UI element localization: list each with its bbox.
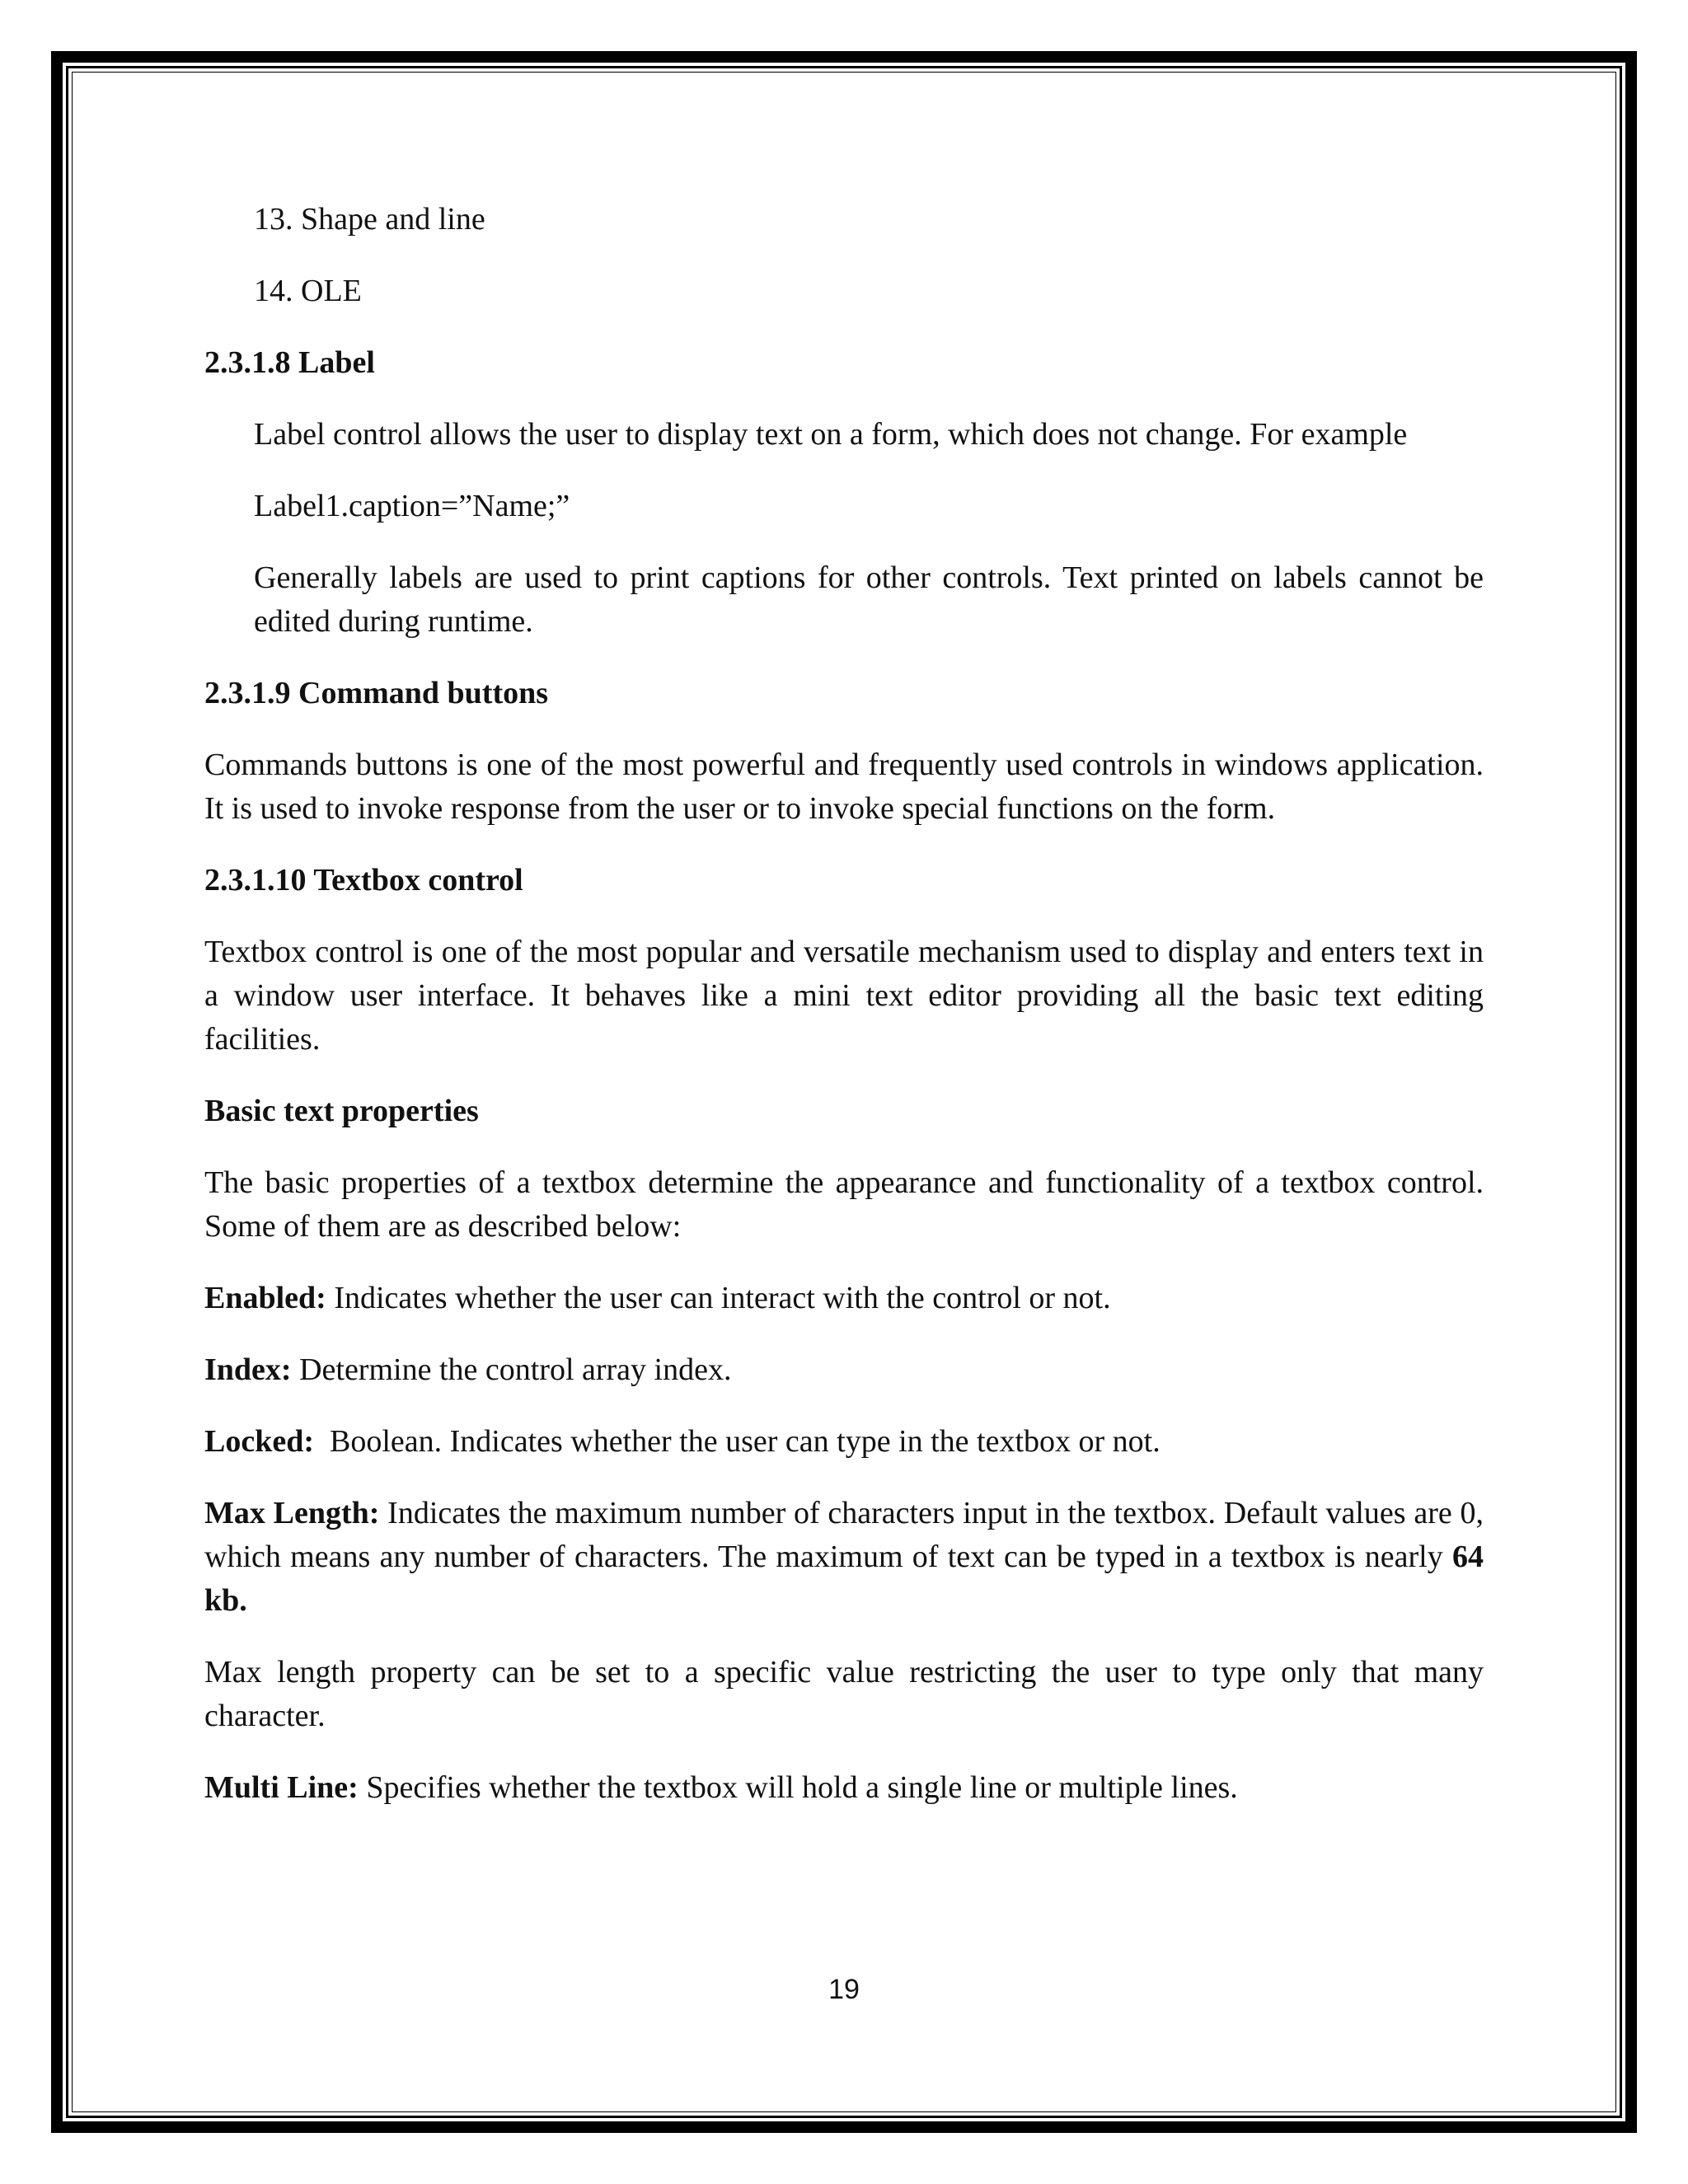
heading-basic-text-properties: Basic text properties xyxy=(204,1094,479,1128)
label-paragraph-2: Generally labels are used to print captions for other controls. Text printed on labels cannot be edited during runtime. xyxy=(254,560,1484,639)
property-term: Multi Line: xyxy=(204,1770,359,1805)
heading-textbox-control: 2.3.1.10 Textbox control xyxy=(204,863,523,898)
property-description: Determine the control array index. xyxy=(291,1352,732,1387)
heading-command-buttons: 2.3.1.9 Command buttons xyxy=(204,676,549,710)
property-term: Enabled: xyxy=(204,1281,326,1315)
property-index xyxy=(204,1348,1484,1392)
property-description: Indicates whether the user can interact with the control or not. xyxy=(326,1281,1111,1315)
property-term: Max Length: xyxy=(204,1496,380,1530)
page-content xyxy=(204,198,1484,1838)
basic-properties-paragraph: The basic properties of a textbox determine the appearance and functionality of a textbox control. Some of them are as described below: xyxy=(204,1165,1484,1244)
label-paragraph-1: Label control allows the user to display text on a form, which does not change. For example xyxy=(254,417,1408,452)
heading-label: 2.3.1.8 Label xyxy=(204,345,375,380)
label-code-example: Label1.caption=”Name;” xyxy=(254,489,570,523)
property-enabled xyxy=(204,1277,1484,1320)
property-description: Boolean. Indicates whether the user can type in the textbox or not. xyxy=(314,1424,1160,1459)
list-item-14: 14. OLE xyxy=(254,274,362,308)
property-multi-line xyxy=(204,1766,1484,1810)
property-description: Specifies whether the textbox will hold a single line or multiple lines. xyxy=(358,1770,1238,1805)
list-item-13: 13. Shape and line xyxy=(254,202,485,237)
page-number: 19 xyxy=(828,1974,860,2005)
property-description: Indicates the maximum number of characters input in the textbox. Default values are 0, which means any number of characters. The maximum of text can be typed in a textbox is nearly xyxy=(204,1496,1484,1574)
max-length-note: Max length property can be set to a specific value restricting the user to type only that many character. xyxy=(204,1655,1484,1733)
property-term: Index: xyxy=(204,1352,292,1387)
property-locked xyxy=(204,1420,1484,1464)
property-max-length xyxy=(204,1492,1484,1623)
textbox-paragraph: Textbox control is one of the most popular and versatile mechanism used to display and enters text in a window user interface. It behaves like a mini text editor providing all the basic text editing facilities. xyxy=(204,935,1484,1057)
property-term: Locked: xyxy=(204,1424,314,1459)
property-emphasis: 64 kb. xyxy=(204,1540,1484,1618)
command-buttons-paragraph: Commands buttons is one of the most powerful and frequently used controls in windows application. It is used to invoke response from the user or to invoke special functions on the form. xyxy=(204,748,1484,826)
